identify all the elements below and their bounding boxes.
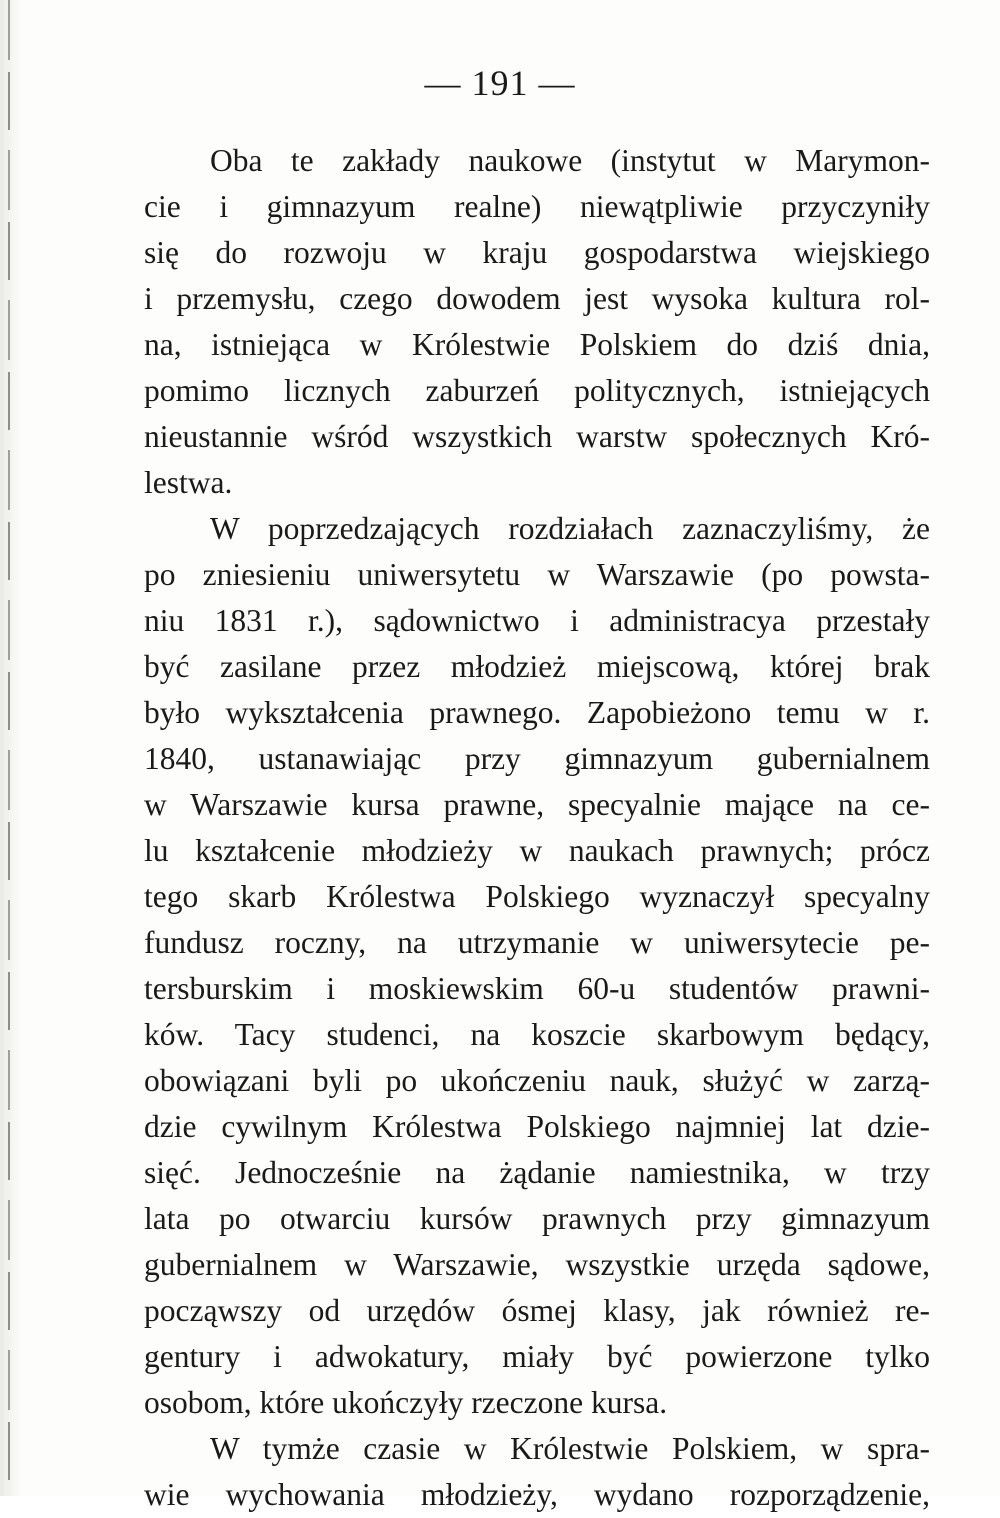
text-line: gubernialnem w Warszawie, wszystkie urzęda sądowe, xyxy=(144,1247,930,1282)
text-line: fundusz roczny, na utrzymanie w uniwersytecie pe- xyxy=(144,925,930,960)
page-number: — 191 — xyxy=(424,63,576,103)
text-line: pomimo licznych zaburzeń politycznych, istniejących xyxy=(144,373,930,408)
text-line: obowiązani byli po ukończeniu nauk, służyć w zarzą- xyxy=(144,1063,930,1098)
text-line: dzie cywilnym Królestwa Polskiego najmniej lat dzie- xyxy=(144,1109,930,1144)
text-line: począwszy od urzędów ósmej klasy, jak również re- xyxy=(144,1293,930,1328)
text-line: sięć. Jednocześnie na żądanie namiestnika, w trzy xyxy=(144,1155,930,1190)
page-spine-shadow xyxy=(0,0,22,1496)
text-line: w Warszawie kursa prawne, specyalnie mające na ce- xyxy=(144,787,930,822)
text-line: ków. Tacy studenci, na koszcie skarbowym będący, xyxy=(144,1017,930,1052)
text-line: było wykształcenia prawnego. Zapobieżono temu w r. xyxy=(144,695,930,730)
text-line: gentury i adwokatury, miały być powierzone tylko xyxy=(144,1339,930,1374)
text-line: tersburskim i moskiewskim 60-u studentów prawni- xyxy=(144,971,930,1006)
text-line: lu kształcenie młodzieży w naukach prawnych; prócz xyxy=(144,833,930,868)
text-line: cie i gimnazyum realne) niewątpliwie przyczyniły xyxy=(144,189,930,224)
text-line: lata po otwarciu kursów prawnych przy gimnazyum xyxy=(144,1201,930,1236)
text-line: być zasilane przez młodzież miejscową, której brak xyxy=(144,649,930,684)
text-line: tego skarb Królestwa Polskiego wyznaczył specyalny xyxy=(144,879,930,914)
text-line: nieustannie wśród wszystkich warstw społecznych Kró- xyxy=(144,419,930,454)
body-text xyxy=(144,138,930,1518)
text-line: na, istniejąca w Królestwie Polskiem do dziś dnia, xyxy=(144,327,930,362)
text-line: osobom, które ukończyły rzeczone kursa. xyxy=(144,1385,668,1420)
text-line: 1840, ustanawiając przy gimnazyum gubernialnem xyxy=(144,741,930,776)
text-line: lestwa. xyxy=(144,465,233,500)
text-line: niu 1831 r.), sądownictwo i administracya przestały xyxy=(144,603,930,638)
text-line: Oba te zakłady naukowe (instytut w Marymon- xyxy=(210,143,930,178)
text-line: W tymże czasie w Królestwie Polskiem, w spra- xyxy=(210,1431,930,1466)
text-line: W poprzedzających rozdziałach zaznaczyliśmy, że xyxy=(210,511,930,546)
text-line: się do rozwoju w kraju gospodarstwa wiejskiego xyxy=(144,235,930,270)
binding-edge xyxy=(8,0,10,1496)
text-line: wie wychowania młodzieży, wydano rozporządzenie, xyxy=(144,1477,930,1512)
text-line: i przemysłu, czego dowodem jest wysoka kultura rol- xyxy=(144,281,930,316)
text-line: po zniesieniu uniwersytetu w Warszawie (po powsta- xyxy=(144,557,930,592)
